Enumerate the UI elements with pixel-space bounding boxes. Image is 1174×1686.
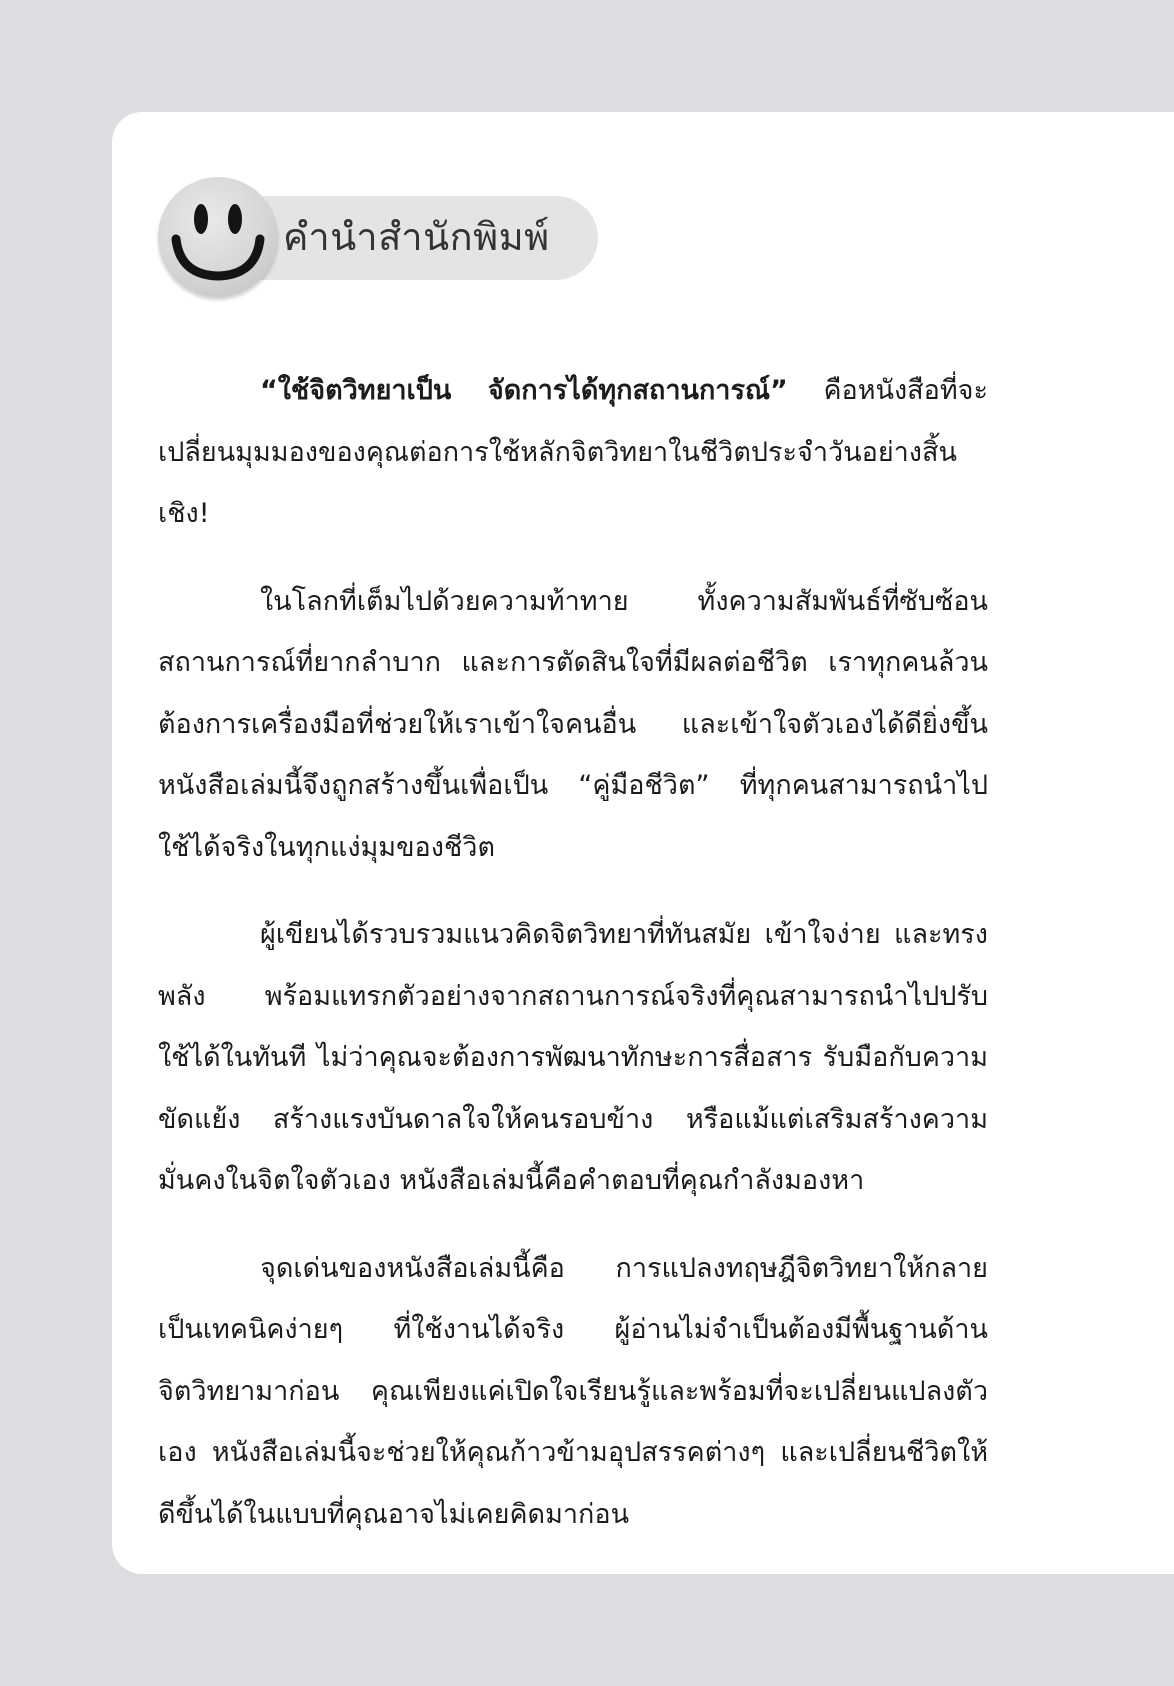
book-title-quote: “ใช้จิตวิทยาเป็น จัดการได้ทุกสถานการณ์” [260, 375, 788, 406]
paragraph-4 [158, 1238, 988, 1546]
smiley-face-icon [158, 177, 278, 297]
paragraph-1-text: คือหนังสือที่จะเปลี่ยนมุมมองของคุณต่อการใช้หลักจิตวิทยาในชีวิตประจำวันอย่างสิ้นเชิง! [158, 375, 988, 529]
paragraph-2-text: ในโลกที่เต็มไปด้วยความท้าทาย ทั้งความสัมพันธ์ที่ซับซ้อน สถานการณ์ที่ยากลำบาก และการตัดสินใจที่มีผลต่อชีวิต เราทุกคนล้วนต้องการเครื่องมือที่ช่วยให้เราเข้าใจคนอื่น และเข้าใจตัวเองได้ดียิ่งขึ้น หนังสือเล่มนี้จึงถูกสร้างขึ้นเพื่อเป็น “คู่มือชีวิต” ที่ทุกคนสามารถนำไปใช้ได้จริงในทุกแง่มุมของชีวิต [158, 585, 988, 863]
paragraph-4-text: จุดเด่นของหนังสือเล่มนี้คือ การแปลงทฤษฎีจิตวิทยาให้กลายเป็นเทคนิคง่ายๆ ที่ใช้งานได้จริง ผู้อ่านไม่จำเป็นต้องมีพื้นฐานด้านจิตวิทยามาก่อน คุณเพียงแค่เปิดใจเรียนรู้และพร้อมที่จะเปลี่ยนแปลงตัวเอง หนังสือเล่มนี้จะช่วยให้คุณก้าวข้ามอุปสรรคต่างๆ และเปลี่ยนชีวิตให้ดีขึ้นได้ในแบบที่คุณอาจไม่เคยคิดมาก่อน [158, 1252, 988, 1530]
page-title: คำนำสำนักพิมพ์ [283, 215, 550, 259]
paragraph-3-text: ผู้เขียนได้รวบรวมแนวคิดจิตวิทยาที่ทันสมัย เข้าใจง่าย และทรงพลัง พร้อมแทรกตัวอย่างจากสถานการณ์จริงที่คุณสามารถนำไปปรับใช้ได้ในทันที ไม่ว่าคุณจะต้องการพัฒนาทักษะการสื่อสาร รับมือกับความขัดแย้ง สร้างแรงบันดาลใจให้คนรอบข้าง หรือแม้แต่เสริมสร้างความมั่นคงในจิตใจตัวเอง หนังสือเล่มนี้คือคำตอบที่คุณกำลังมองหา [158, 919, 988, 1196]
body-text [158, 360, 988, 1545]
smiley-face-graphic [158, 177, 278, 297]
paragraph-2 [158, 571, 988, 879]
paragraph-3 [158, 904, 988, 1212]
paragraph-1 [158, 360, 988, 545]
